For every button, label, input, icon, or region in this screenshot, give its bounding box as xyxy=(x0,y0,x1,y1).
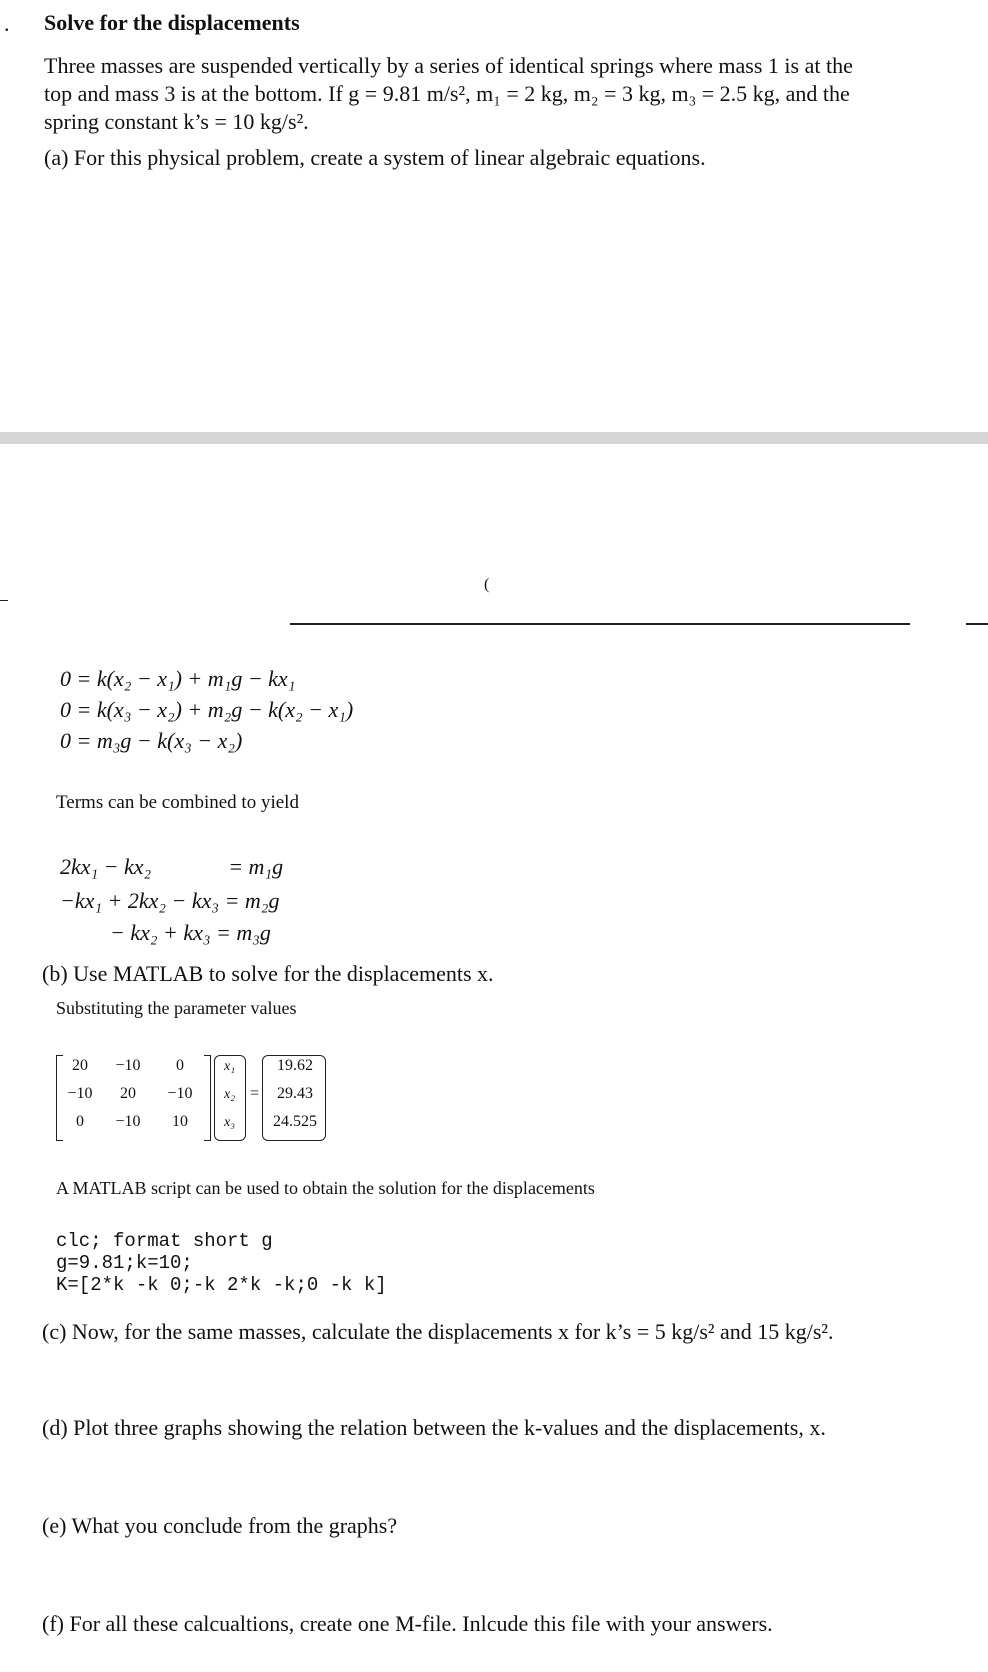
horizontal-rule xyxy=(290,623,910,625)
equation-2: 0 = k(x₃ − x₂) + m₂g − k(x₂ − x₁) xyxy=(60,697,354,722)
matrix-cell: 0 xyxy=(76,1113,84,1130)
part-c-question: (c) Now, for the same masses, calculate the displacements x for k’s = 5 kg/s² and 15 kg/s². xyxy=(42,1319,834,1344)
combined-equation-1: 2kx₁ − kx₂ = m₁g xyxy=(60,854,284,879)
list-bullet: . xyxy=(4,11,10,36)
part-f-question: (f) For all these calcualtions, create one M-file. Inlcude this file with your answers. xyxy=(42,1611,773,1636)
intro-line-3: spring constant k’s = 10 kg/s². xyxy=(44,109,309,134)
matrix-cell: 10 xyxy=(172,1113,188,1130)
unknown-x3: x₃ xyxy=(224,1115,236,1130)
script-label: A MATLAB script can be used to obtain the solution for the displacements xyxy=(56,1178,595,1198)
combined-equation-2: −kx₁ + 2kx₂ − kx₃ = m₂g xyxy=(60,888,280,913)
matrix-cell: 20 xyxy=(72,1057,88,1074)
code-line-2: g=9.81;k=10; xyxy=(56,1252,193,1274)
unknown-x2: x₂ xyxy=(224,1087,236,1102)
combined-label: Terms can be combined to yield xyxy=(56,792,299,813)
equals-sign: = xyxy=(250,1085,260,1102)
matrix-cell: −10 xyxy=(115,1113,141,1130)
stray-mark: ( xyxy=(484,576,490,593)
horizontal-rule-tail xyxy=(966,623,988,625)
section-title: Solve for the displacements xyxy=(44,10,300,35)
rhs-value: 29.43 xyxy=(277,1085,313,1102)
equation-1: 0 = k(x₂ − x₁) + m₁g − kx₁ xyxy=(60,666,296,691)
rhs-value: 19.62 xyxy=(277,1057,313,1074)
intro-line-1: Three masses are suspended vertically by a series of identical springs where mass 1 is at the xyxy=(44,53,853,78)
code-line-3: K=[2*k -k 0;-k 2*k -k;0 -k k] xyxy=(56,1274,387,1296)
matrix-equation xyxy=(56,1055,356,1145)
unknown-x1: x₁ xyxy=(224,1059,236,1074)
code-line-1: clc; format short g xyxy=(56,1230,273,1252)
section-divider xyxy=(0,432,988,444)
matrix-cell: 20 xyxy=(120,1085,136,1102)
intro-line-2: top and mass 3 is at the bottom. If g = 9.81 m/s², m₁ = 2 kg, m₂ = 3 kg, m₃ = 2.5 kg, and the xyxy=(44,81,850,106)
combined-equation-3: − kx₂ + kx₃ = m₃g xyxy=(110,920,271,945)
part-d-question: (d) Plot three graphs showing the relation between the k-values and the displacements, x. xyxy=(42,1415,826,1440)
part-b-question: (b) Use MATLAB to solve for the displacements x. xyxy=(42,961,494,986)
part-a-question: (a) For this physical problem, create a system of linear algebraic equations. xyxy=(44,145,706,170)
matrix-cell: 0 xyxy=(176,1057,184,1074)
equation-3: 0 = m₃g − k(x₃ − x₂) xyxy=(60,728,243,753)
edge-tick-left xyxy=(0,600,8,601)
substituting-label: Substituting the parameter values xyxy=(56,998,297,1018)
matrix-cell: −10 xyxy=(67,1085,93,1102)
matrix-right-bracket xyxy=(204,1055,211,1141)
rhs-value: 24.525 xyxy=(273,1113,317,1130)
matrix-cell: −10 xyxy=(115,1057,141,1074)
part-e-question: (e) What you conclude from the graphs? xyxy=(42,1513,398,1538)
matrix-cell: −10 xyxy=(167,1085,193,1102)
